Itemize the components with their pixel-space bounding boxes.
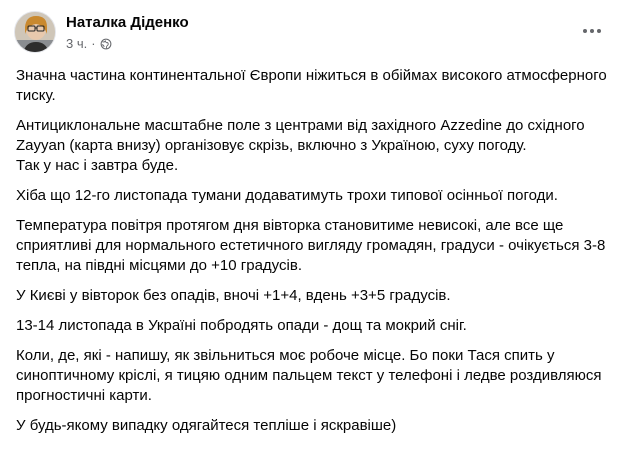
post-paragraph: Коли, де, які - напишу, як звільниться моє робоче місце. Бо поки Тася спить у синоптичному кріслі, я тицяю одним пальцем текст у телефоні і ледве роздивляюся прогностичні карти. (16, 347, 602, 404)
post-paragraph: Значна частина континентальної Європи ніжиться в обіймах високого атмосферного тиску. (16, 67, 607, 104)
post-paragraph: Антициклональне масштабне поле з центрами від західного Azzedine до східного Zayyan (карта внизу) організовує скрізь, включно з Україною, суху погоду. (16, 117, 585, 154)
post-paragraph: Температура повітря протягом дня вівторка становитиме невисокі, але все ще сприятливі для нормального естетичного вигляду громадян, градуси - очікується 3-8 тепла, на півдні місцями до +10 градусів. (16, 217, 606, 274)
post-header (14, 11, 606, 55)
post-paragraph: У Києві у вівторок без опадів, вночі +1+4, вдень +3+5 градусів. (16, 287, 451, 304)
avatar-image (15, 12, 56, 53)
globe-icon[interactable] (100, 38, 112, 50)
post-paragraph: Так у нас і завтра буде. (16, 157, 179, 174)
post-meta (66, 36, 112, 51)
more-options-dot (597, 29, 601, 33)
more-options-icon (583, 29, 587, 33)
post-paragraph: У будь-якому випадку одягайтеся тепліше і яскравіше) (16, 417, 397, 434)
more-options-dot (590, 29, 594, 33)
meta-separator: · (91, 36, 96, 51)
post-paragraph: 13-14 листопада в Україні побродять опади - дощ та мокрий сніг. (16, 317, 467, 334)
post-body (16, 66, 610, 446)
post-paragraph: Хіба що 12-го листопада тумани додаватимуть трохи типової осінньої погоди. (16, 187, 558, 204)
avatar[interactable] (14, 11, 56, 53)
post-timestamp[interactable]: 3 ч. (66, 36, 88, 51)
more-options-button[interactable] (578, 17, 606, 45)
author-name[interactable]: Наталка Діденко (66, 14, 189, 31)
